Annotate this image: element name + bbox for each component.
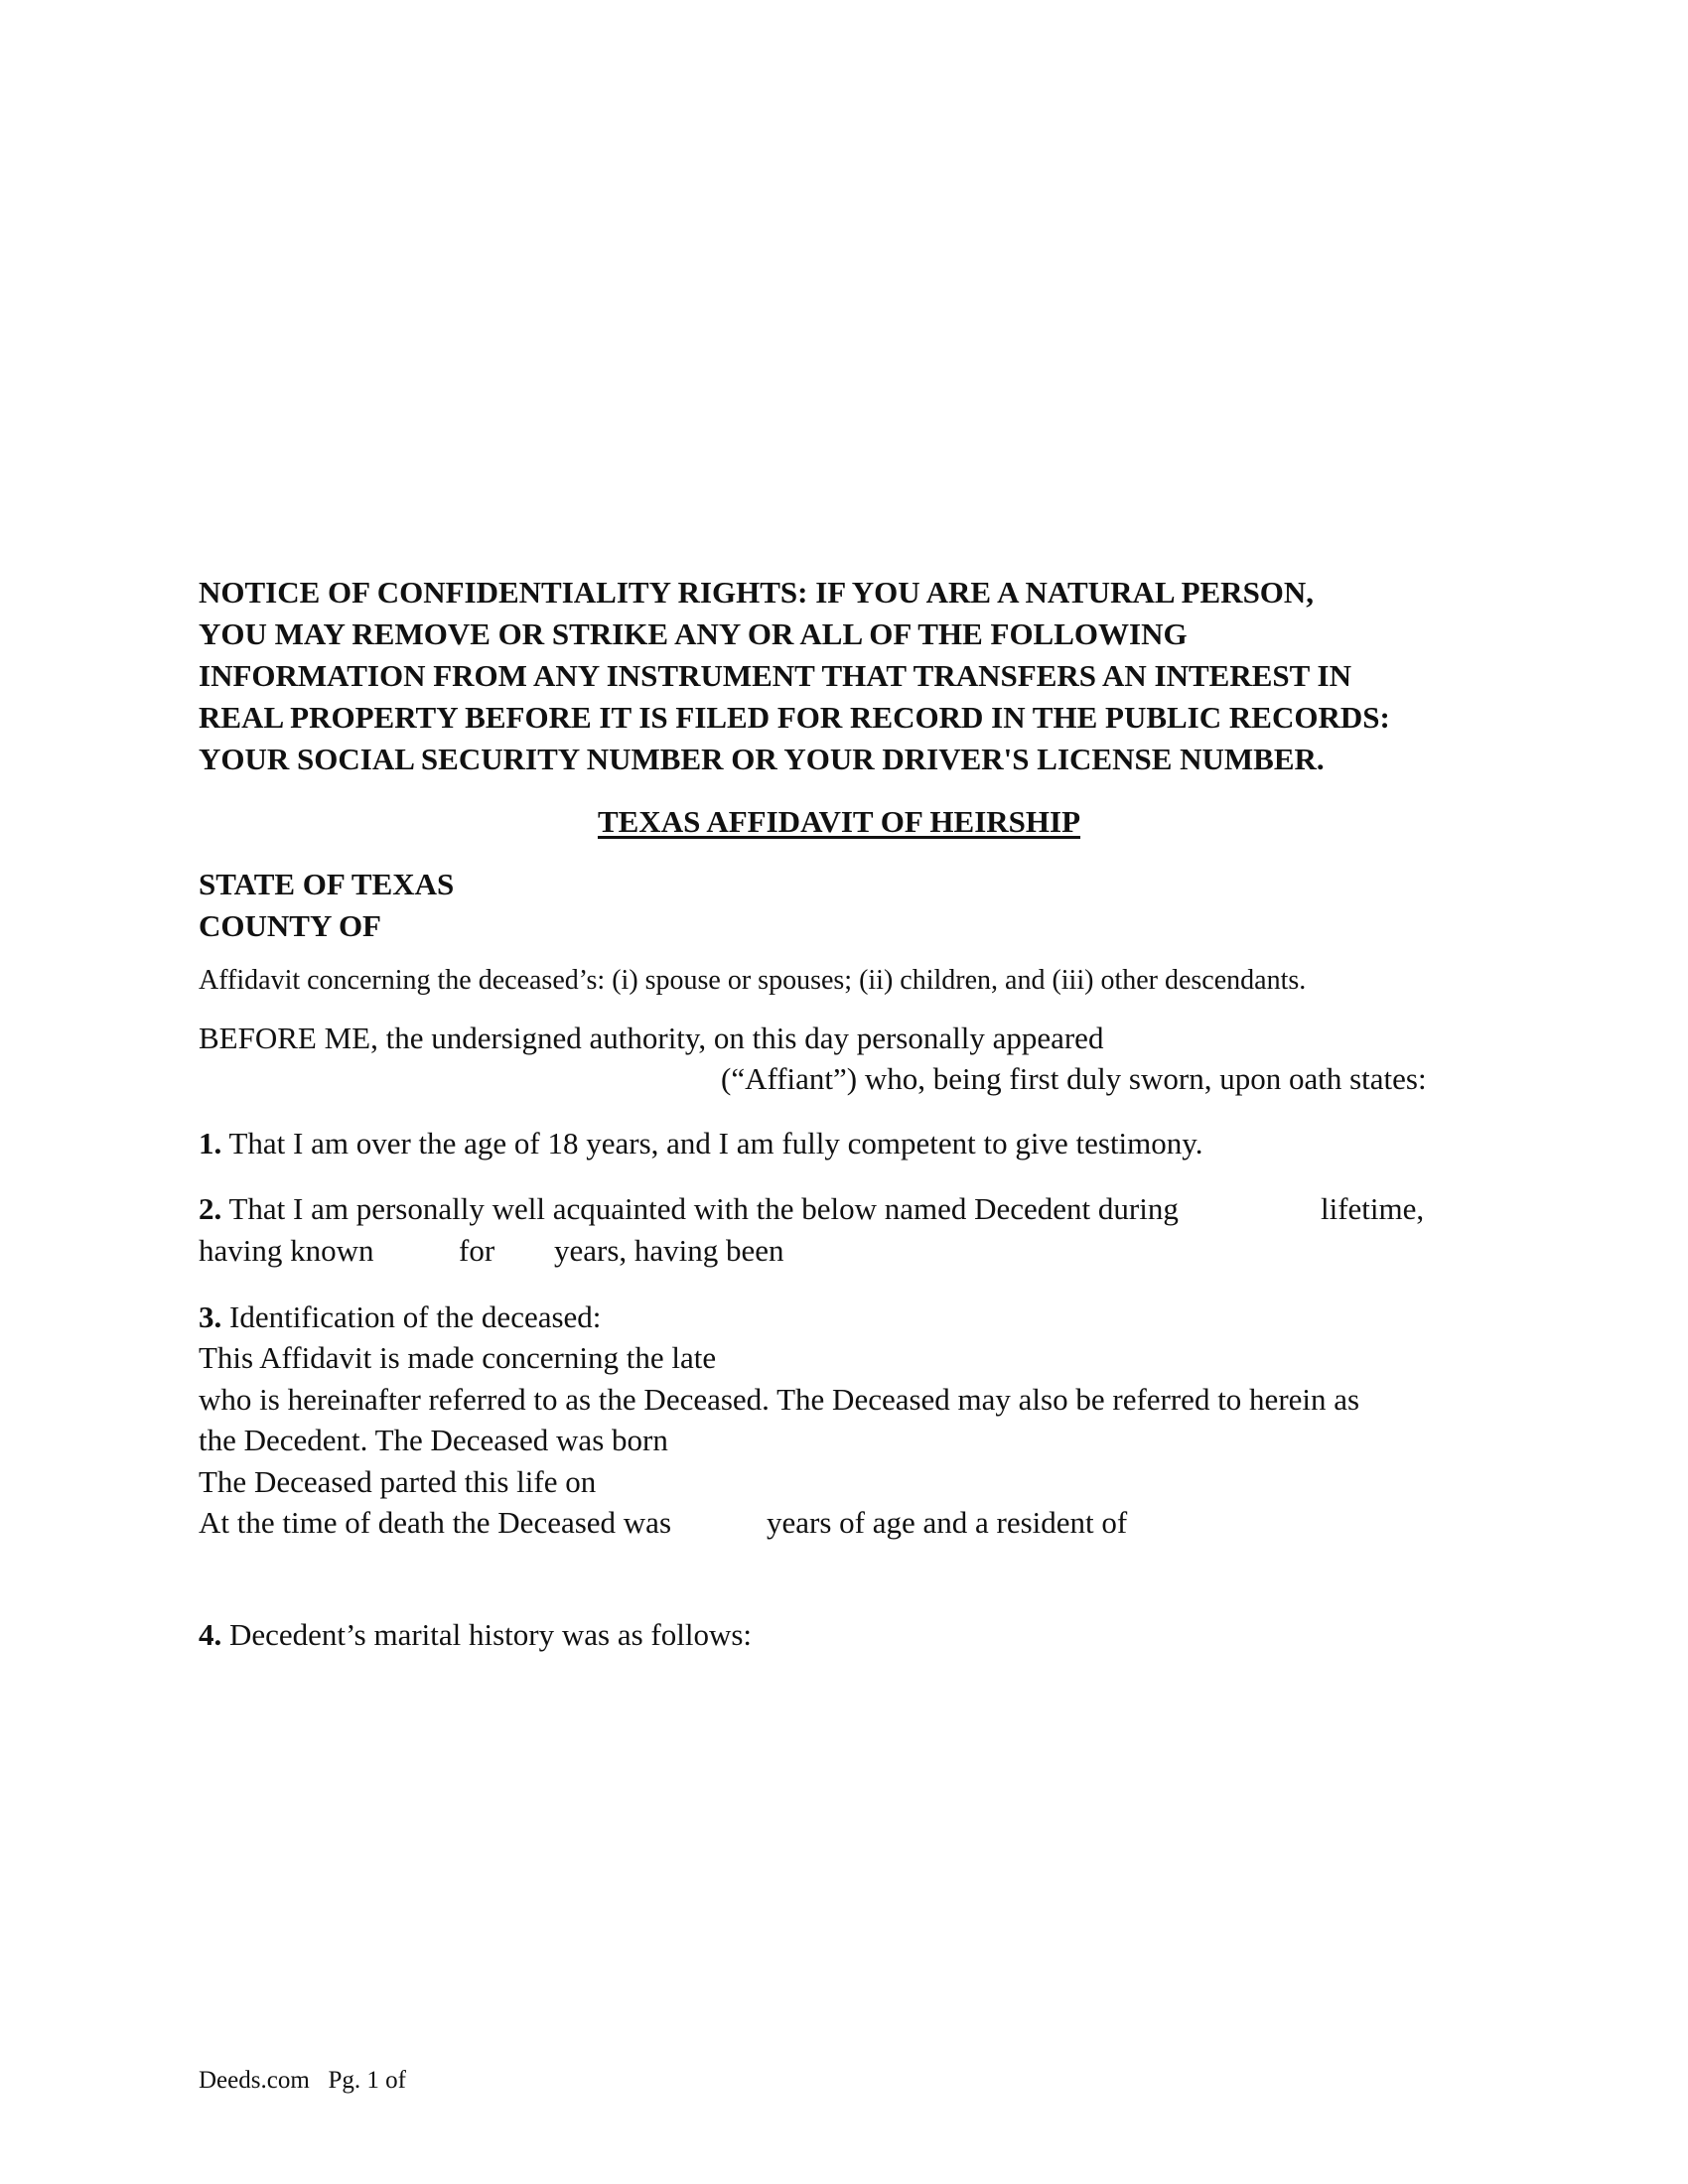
notice-line: REAL PROPERTY BEFORE IT IS FILED FOR RECORD IN THE PUBLIC RECORDS: <box>199 700 1390 735</box>
before-me-line-2: (“Affiant”) who, being first duly sworn, upon oath states: <box>721 1061 1427 1096</box>
notice-line: YOUR SOCIAL SECURITY NUMBER OR YOUR DRIVER'S LICENSE NUMBER. <box>199 742 1325 776</box>
page-footer <box>199 2067 406 2095</box>
item-3-line-4: The Deceased parted this life on <box>199 1464 597 1499</box>
item-2-number: 2. <box>199 1191 222 1226</box>
state-label: STATE OF TEXAS <box>199 867 455 901</box>
item-1 <box>199 1124 1203 1163</box>
item-3-line-1: This Affidavit is made concerning the late <box>199 1340 717 1375</box>
item-1-text: That I am over the age of 18 years, and I am fully competent to give testimony. <box>228 1126 1203 1160</box>
item-3-line-5b: years of age and a resident of <box>767 1505 1128 1540</box>
before-me-line-1: BEFORE ME, the undersigned authority, on this day personally appeared <box>199 1021 1104 1055</box>
item-2-years-having-been: years, having been <box>554 1233 784 1268</box>
item-3-line-3: the Decedent. The Deceased was born <box>199 1423 668 1457</box>
notice-line: NOTICE OF CONFIDENTIALITY RIGHTS: IF YOU ARE A NATURAL PERSON, <box>199 575 1315 610</box>
item-4-number: 4. <box>199 1617 222 1652</box>
item-3-heading-text: Identification of the deceased: <box>229 1299 602 1334</box>
item-2-text-a: That I am personally well acquainted with the below named Decedent during <box>228 1191 1179 1226</box>
affidavit-concerning: Affidavit concerning the deceased’s: (i) spouse or spouses; (ii) children, and (iii) other descendants. <box>199 965 1307 996</box>
confidentiality-notice <box>199 572 1489 780</box>
footer-page-number: Pg. 1 of <box>328 2067 407 2094</box>
item-2-lifetime: lifetime, <box>1321 1191 1425 1226</box>
item-3-line-5a: At the time of death the Deceased was <box>199 1505 672 1540</box>
item-2-having-known: having known <box>199 1233 374 1268</box>
item-4 <box>199 1615 752 1655</box>
document-title: TEXAS AFFIDAVIT OF HEIRSHIP <box>597 804 1081 839</box>
venue-block <box>199 864 454 947</box>
notice-line: INFORMATION FROM ANY INSTRUMENT THAT TRANSFERS AN INTEREST IN <box>199 658 1351 693</box>
item-4-text: Decedent’s marital history was as follows: <box>229 1617 753 1652</box>
notice-line: YOU MAY REMOVE OR STRIKE ANY OR ALL OF THE FOLLOWING <box>199 616 1188 651</box>
item-3-line-2: who is hereinafter referred to as the Deceased. The Deceased may also be referred to herein as <box>199 1382 1360 1417</box>
item-2-line-1 <box>199 1189 1179 1229</box>
footer-site: Deeds.com <box>199 2067 310 2094</box>
item-3-heading <box>199 1297 601 1337</box>
item-3-number: 3. <box>199 1299 222 1334</box>
document-title-wrapper <box>199 802 1479 842</box>
county-label: COUNTY OF <box>199 908 381 943</box>
item-1-number: 1. <box>199 1126 222 1160</box>
item-2-for: for <box>459 1233 495 1268</box>
